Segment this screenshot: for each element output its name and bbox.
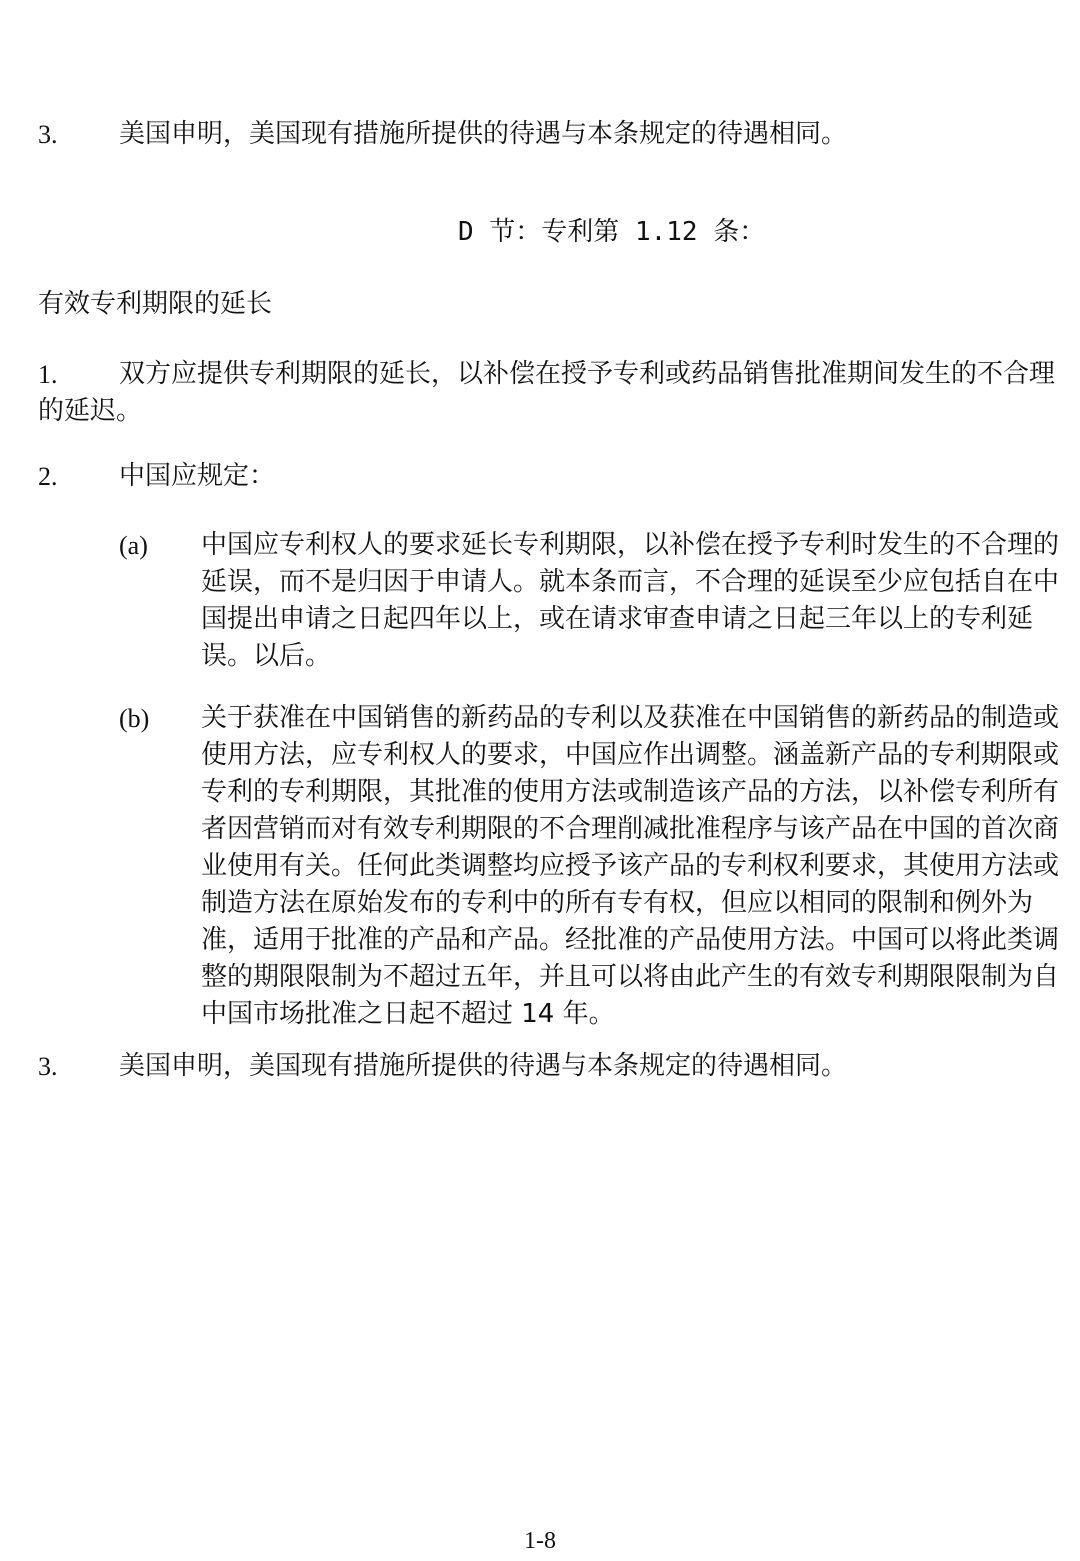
- sub-item-label: (b): [119, 704, 150, 733]
- paragraph-text: 美国申明，美国现有措施所提供的待遇与本条规定的待遇相同。: [119, 119, 848, 149]
- section-title: D 节：专利第 1.12 条：: [458, 217, 766, 247]
- item-number: 1.: [38, 360, 58, 389]
- page-number: 1-8: [524, 1528, 556, 1554]
- paragraph-text: 双方应提供专利期限的延长，以补偿在授予专利或药品销售批准期间发生的不合理的延迟。: [38, 359, 1056, 426]
- item-number: 3.: [38, 120, 58, 149]
- sub-item-text: 中国应专利权人的要求延长专利期限，以补偿在授予专利时发生的不合理的延误，而不是归因于申请人。就本条而言，不合理的延误至少应包括自在中国提出申请之日起四年以上，或在请求审查申请之日起三年以上的专利延误。以后。: [201, 530, 1060, 671]
- sub-item-text: 关于获准在中国销售的新药品的专利以及获准在中国销售的新药品的制造或使用方法，应专利权人的要求，中国应作出调整。涵盖新产品的专利期限或专利的专利期限，其批准的使用方法或制造该产品的方法，以补偿专利所有者因营销而对有效专利期限的不合理削减批准程序与该产品在中国的首次商业使用有关。任何此类调整均应授予该产品的专利权利要求，其使用方法或制造方法在原始发布的专利中的所有专有权，但应以相同的限制和例外为准，适用于批准的产品和产品。经批准的产品使用方法。中国可以将此类调整的期限限制为不超过五年，并且可以将由此产生的有效专利期限限制为自中国市场批准之日起不超过 14 年。: [201, 703, 1060, 1029]
- heading: 有效专利期限的延长: [38, 289, 273, 319]
- sub-item-label: (a): [119, 531, 148, 560]
- item-number: 2.: [38, 462, 58, 491]
- item-number: 3.: [38, 1052, 58, 1081]
- paragraph-text: 中国应规定：: [119, 461, 276, 491]
- paragraph-text: 美国申明，美国现有措施所提供的待遇与本条规定的待遇相同。: [119, 1051, 848, 1081]
